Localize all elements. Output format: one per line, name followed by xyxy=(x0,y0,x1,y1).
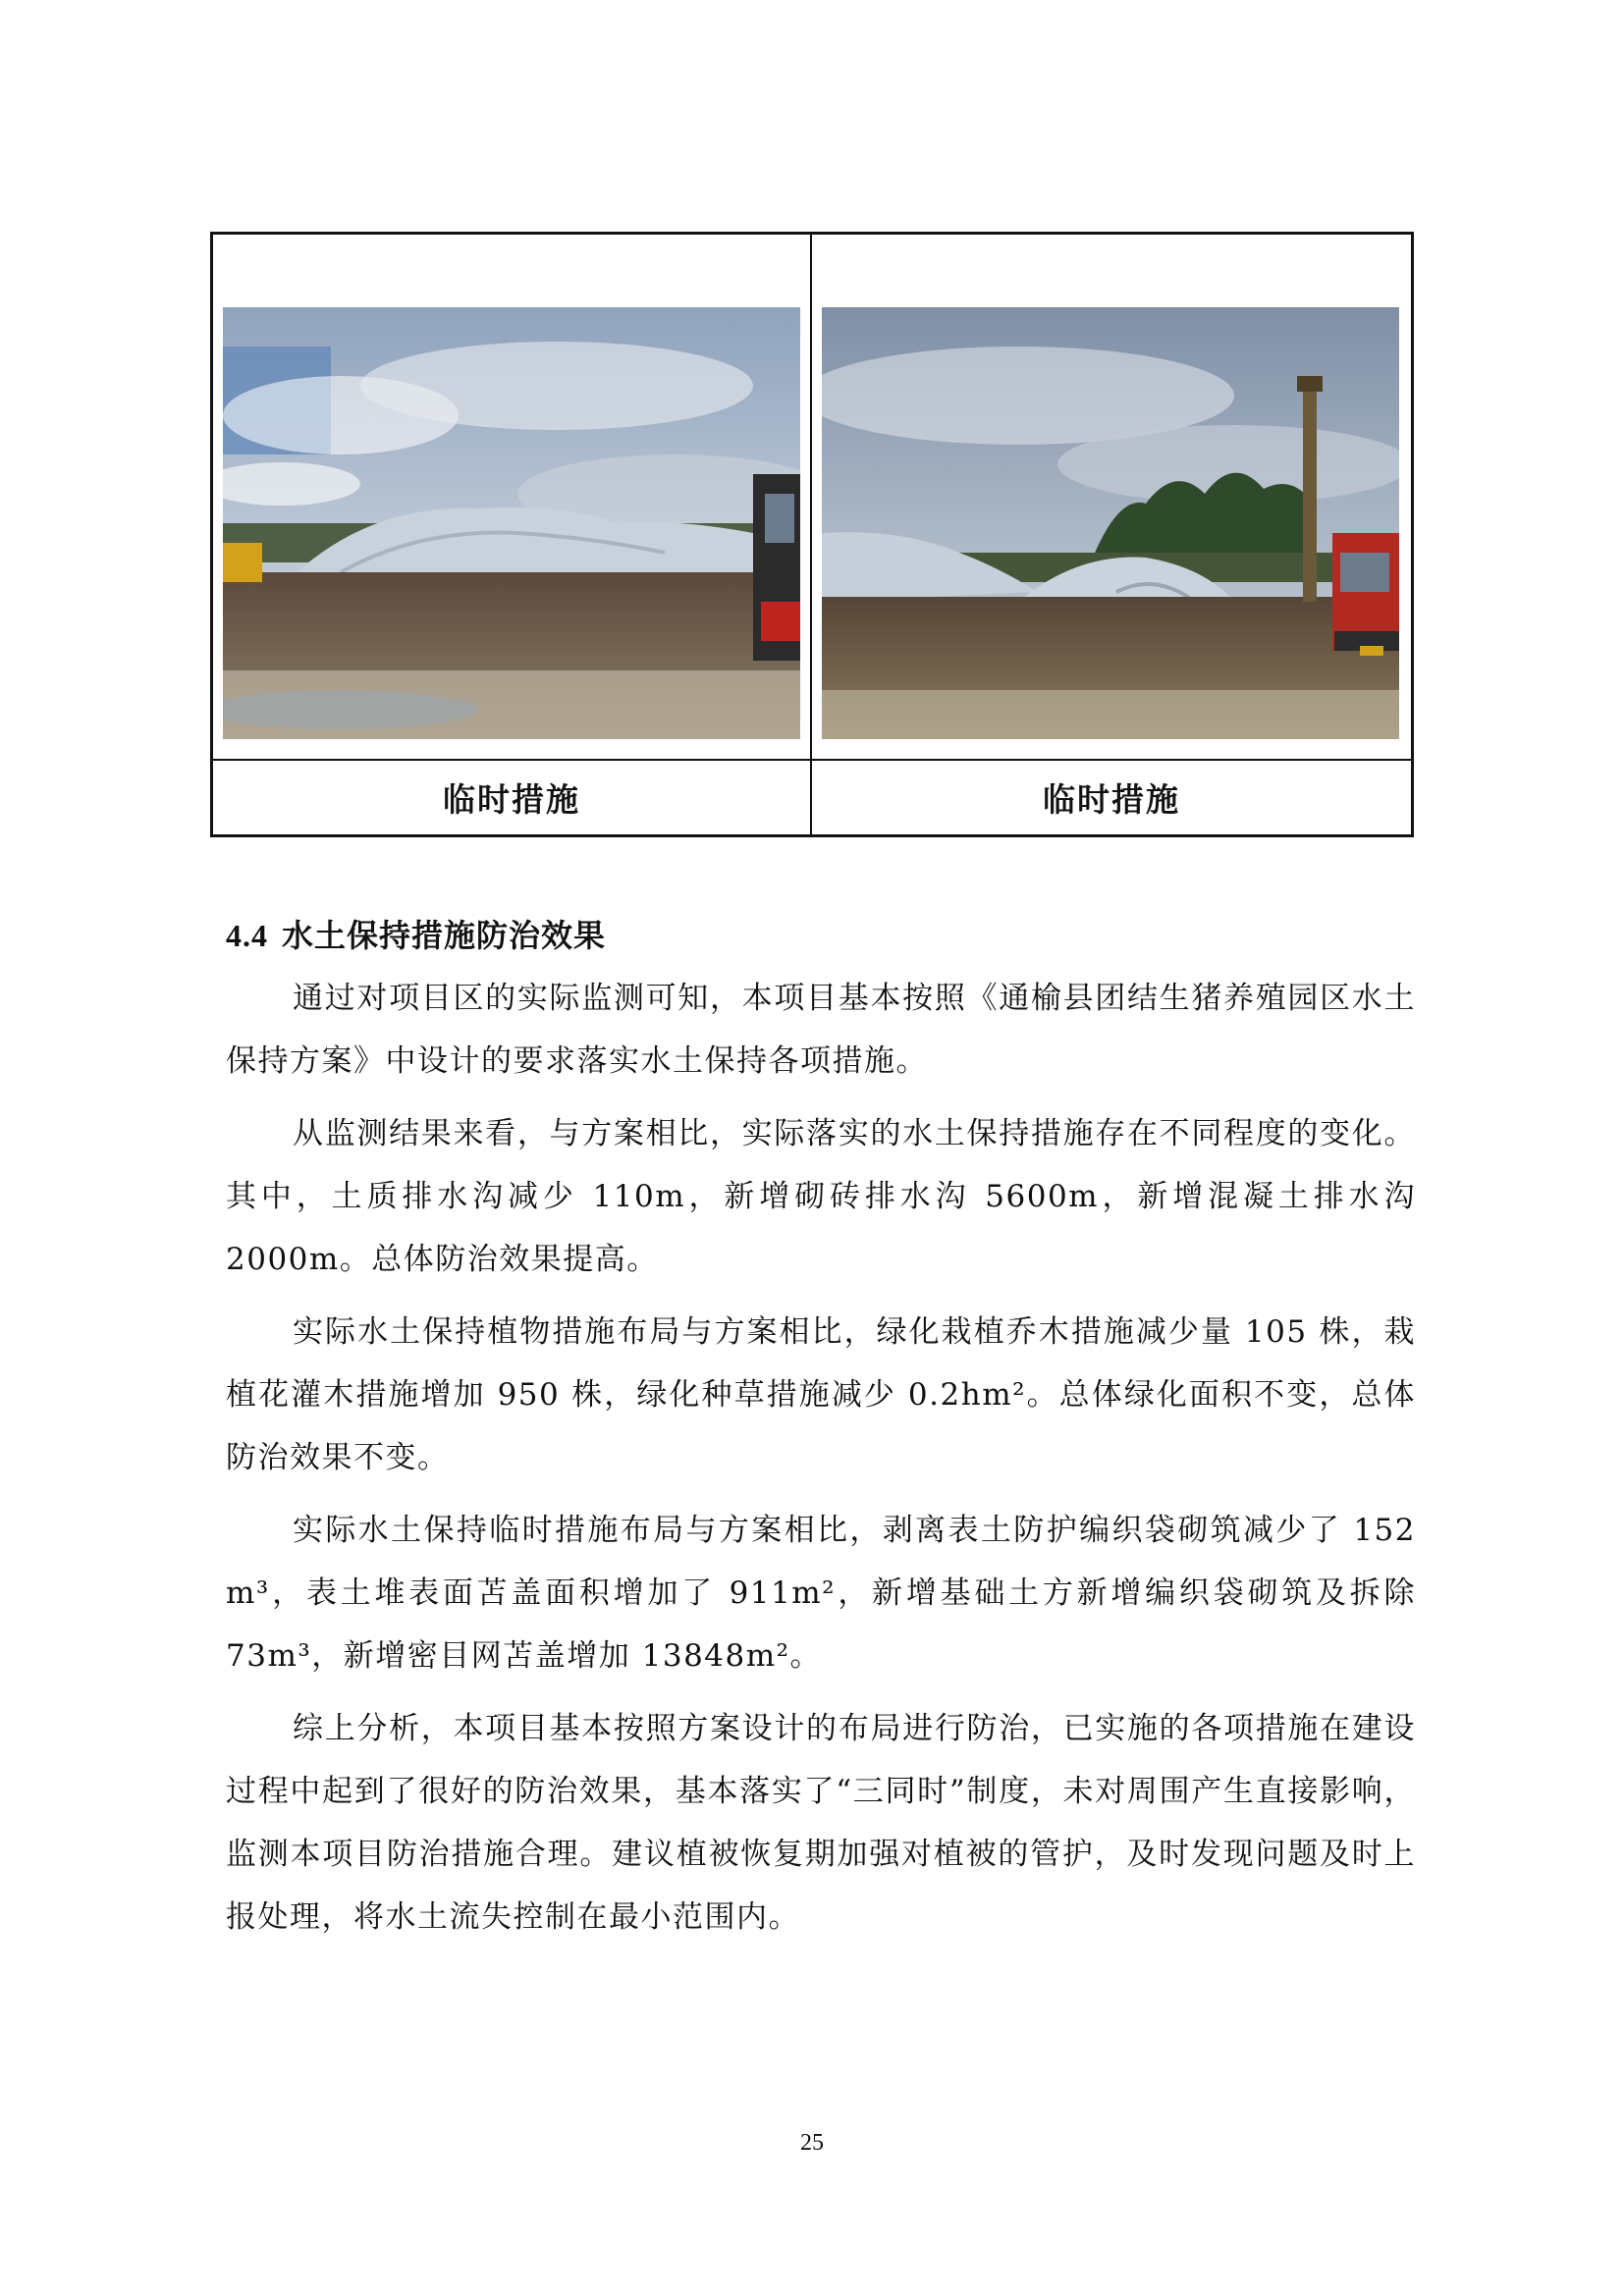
paragraph-4: 实际水土保持临时措施布局与方案相比，剥离表土防护编织袋砌筑减少了 152 m³，表土堆表面苫盖面积增加了 911m²，新增基础土方新增编织袋砌筑及拆除 73m³，新增密目网苫盖增加 13848m²。 xyxy=(226,1513,1416,1674)
paragraph-1: 通过对项目区的实际监测可知，本项目基本按照《通榆县团结生猪养殖园区水土保持方案》中设计的要求落实水土保持各项措施。 xyxy=(226,981,1416,1079)
paragraph-3: 实际水土保持植物措施布局与方案相比，绿化栽植乔木措施减少量 105 株，栽植花灌木措施增加 950 株，绿化种草措施减少 0.2hm²。总体绿化面积不变，总体防治效果不变。 xyxy=(226,1314,1416,1475)
section-heading xyxy=(226,911,606,956)
paragraph-2: 从监测结果来看，与方案相比，实际落实的水土保持措施存在不同程度的变化。其中，土质排水沟减少 110m，新增砌砖排水沟 5600m，新增混凝土排水沟 2000m。总体防治效果提高。 xyxy=(226,1116,1416,1277)
site-photo-left xyxy=(223,307,800,739)
photo-caption-left: 临时措施 xyxy=(213,761,812,834)
photo-caption-right: 临时措施 xyxy=(1043,780,1180,819)
photo-cell-right xyxy=(812,235,1411,761)
section-number: 4.4 xyxy=(226,918,268,953)
site-photo-right xyxy=(822,307,1399,739)
page-number: 25 xyxy=(800,2130,824,2156)
photo-cell-left xyxy=(213,235,812,761)
body-text xyxy=(226,967,1416,1958)
paragraph-5: 综上分析，本项目基本按照方案设计的布局进行防治，已实施的各项措施在建设过程中起到了很好的防治效果，基本落实了“三同时”制度，未对周围产生直接影响，监测本项目防治措施合理。建议植被恢复期加强对植被的管护，及时发现问题及时上报处理，将水土流失控制在最小范围内。 xyxy=(226,1711,1416,1935)
photo-table xyxy=(210,232,1414,837)
section-title: 水土保持措施防治效果 xyxy=(282,917,607,954)
